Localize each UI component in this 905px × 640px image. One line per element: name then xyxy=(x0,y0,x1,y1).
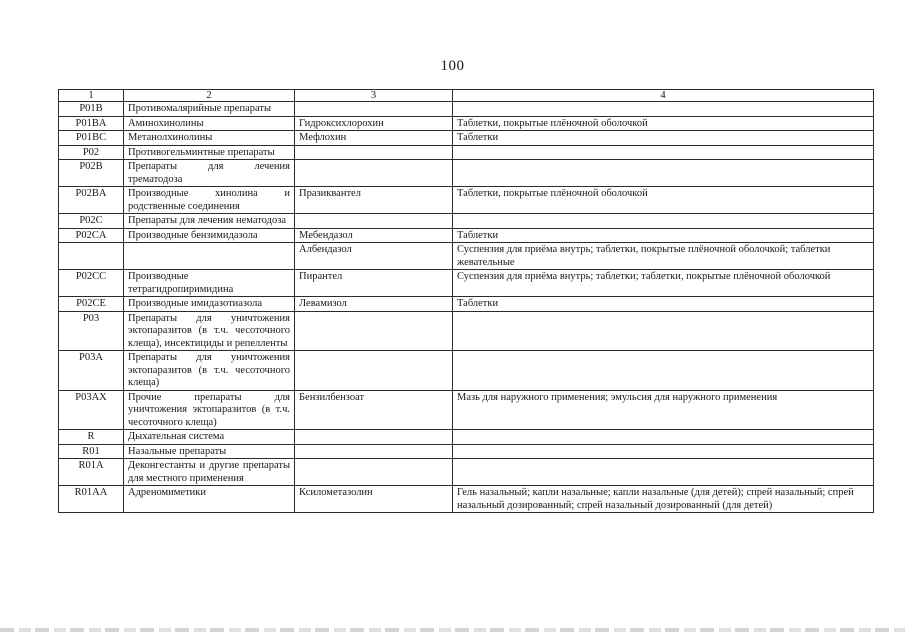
group-name-cell: Производные хинолина и родственные соединения xyxy=(124,187,295,214)
drug-name-cell xyxy=(295,102,453,117)
group-name-cell: Препараты для уничтожения эктопаразитов (в т.ч. чесоточного клеща) xyxy=(124,351,295,391)
table-row xyxy=(59,187,874,214)
drug-name-cell xyxy=(295,214,453,229)
atc-code-cell: P02BA xyxy=(59,187,124,214)
table-row xyxy=(59,444,874,459)
column-header-1: 1 xyxy=(59,90,124,102)
dosage-form-cell xyxy=(453,351,874,391)
dosage-form-cell: Таблетки, покрытые плёночной оболочкой xyxy=(453,187,874,214)
dosage-form-cell xyxy=(453,444,874,459)
drug-name-cell: Празиквантел xyxy=(295,187,453,214)
table-body xyxy=(59,102,874,513)
group-name-cell xyxy=(124,243,295,270)
atc-code-cell: P01BA xyxy=(59,116,124,131)
dosage-form-cell: Суспензия для приёма внутрь; таблетки, покрытые плёночной оболочкой; таблетки жевательные xyxy=(453,243,874,270)
atc-code-cell: P02B xyxy=(59,160,124,187)
atc-code-cell: P02CA xyxy=(59,228,124,243)
dosage-form-cell xyxy=(453,145,874,160)
atc-code-cell: P03 xyxy=(59,311,124,351)
drug-name-cell xyxy=(295,444,453,459)
column-header-3: 3 xyxy=(295,90,453,102)
dosage-form-cell: Таблетки xyxy=(453,131,874,146)
group-name-cell: Аминохинолины xyxy=(124,116,295,131)
atc-code-cell: P01BC xyxy=(59,131,124,146)
table-row xyxy=(59,160,874,187)
header-row xyxy=(59,90,874,102)
table-row xyxy=(59,145,874,160)
drug-name-cell: Левамизол xyxy=(295,297,453,312)
group-name-cell: Противогельминтные препараты xyxy=(124,145,295,160)
drug-name-cell xyxy=(295,459,453,486)
table-row xyxy=(59,214,874,229)
dosage-form-cell: Таблетки xyxy=(453,228,874,243)
table-row xyxy=(59,430,874,445)
dosage-form-cell: Таблетки, покрытые плёночной оболочкой xyxy=(453,116,874,131)
dosage-form-cell xyxy=(453,214,874,229)
dosage-form-cell: Таблетки xyxy=(453,297,874,312)
group-name-cell: Назальные препараты xyxy=(124,444,295,459)
table-row xyxy=(59,270,874,297)
table-row xyxy=(59,459,874,486)
drug-name-cell xyxy=(295,311,453,351)
drug-name-cell: Мефлохин xyxy=(295,131,453,146)
drug-name-cell: Албендазол xyxy=(295,243,453,270)
table-row xyxy=(59,311,874,351)
table-row xyxy=(59,131,874,146)
column-header-2: 2 xyxy=(124,90,295,102)
dosage-form-cell xyxy=(453,459,874,486)
table-row xyxy=(59,116,874,131)
atc-code-cell: P02 xyxy=(59,145,124,160)
scan-edge-artifact xyxy=(0,628,905,632)
atc-code-cell: P02CE xyxy=(59,297,124,312)
atc-code-cell: P01B xyxy=(59,102,124,117)
table-row xyxy=(59,228,874,243)
atc-code-cell: P03A xyxy=(59,351,124,391)
group-name-cell: Метанолхинолины xyxy=(124,131,295,146)
table-row xyxy=(59,351,874,391)
group-name-cell: Дыхательная система xyxy=(124,430,295,445)
atc-code-cell xyxy=(59,243,124,270)
atc-code-cell: R01AA xyxy=(59,486,124,513)
atc-code-cell: P02CC xyxy=(59,270,124,297)
dosage-form-cell xyxy=(453,311,874,351)
drug-name-cell xyxy=(295,160,453,187)
drug-name-cell xyxy=(295,145,453,160)
table-row xyxy=(59,102,874,117)
group-name-cell: Прочие препараты для уничтожения эктопаразитов (в т.ч. чесоточного клеща) xyxy=(124,390,295,430)
group-name-cell: Производные бензимидазола xyxy=(124,228,295,243)
dosage-form-cell xyxy=(453,160,874,187)
atc-code-cell: P03AX xyxy=(59,390,124,430)
dosage-form-cell xyxy=(453,430,874,445)
group-name-cell: Производные тетрагидропиримидина xyxy=(124,270,295,297)
group-name-cell: Противомалярийные препараты xyxy=(124,102,295,117)
drug-name-cell: Мебендазол xyxy=(295,228,453,243)
group-name-cell: Препараты для лечения нематодоза xyxy=(124,214,295,229)
page-number: 100 xyxy=(440,58,465,74)
group-name-cell: Препараты для уничтожения эктопаразитов (в т.ч. чесоточного клеща), инсектициды и репелленты xyxy=(124,311,295,351)
column-header-4: 4 xyxy=(453,90,874,102)
atc-code-cell: R01A xyxy=(59,459,124,486)
dosage-form-cell xyxy=(453,102,874,117)
group-name-cell: Адреномиметики xyxy=(124,486,295,513)
table-row xyxy=(59,486,874,513)
atc-code-cell: P02C xyxy=(59,214,124,229)
medication-table xyxy=(58,89,874,513)
group-name-cell: Производные имидазотиазола xyxy=(124,297,295,312)
drug-name-cell: Бензилбензоат xyxy=(295,390,453,430)
drug-name-cell xyxy=(295,430,453,445)
atc-code-cell: R01 xyxy=(59,444,124,459)
dosage-form-cell: Гель назальный; капли назальные; капли назальные (для детей); спрей назальный; спрей назальный дозированный; спрей назальный дозированный (для детей) xyxy=(453,486,874,513)
drug-name-cell: Гидроксихлорохин xyxy=(295,116,453,131)
atc-code-cell: R xyxy=(59,430,124,445)
group-name-cell: Деконгестанты и другие препараты для местного применения xyxy=(124,459,295,486)
dosage-form-cell: Мазь для наружного применения; эмульсия для наружного применения xyxy=(453,390,874,430)
drug-name-cell xyxy=(295,351,453,391)
table-row xyxy=(59,243,874,270)
drug-name-cell: Пирантел xyxy=(295,270,453,297)
table-row xyxy=(59,390,874,430)
table-row xyxy=(59,297,874,312)
drug-name-cell: Ксилометазолин xyxy=(295,486,453,513)
table-header xyxy=(59,90,874,102)
dosage-form-cell: Суспензия для приёма внутрь; таблетки; таблетки, покрытые плёночной оболочкой xyxy=(453,270,874,297)
group-name-cell: Препараты для лечения трематодоза xyxy=(124,160,295,187)
